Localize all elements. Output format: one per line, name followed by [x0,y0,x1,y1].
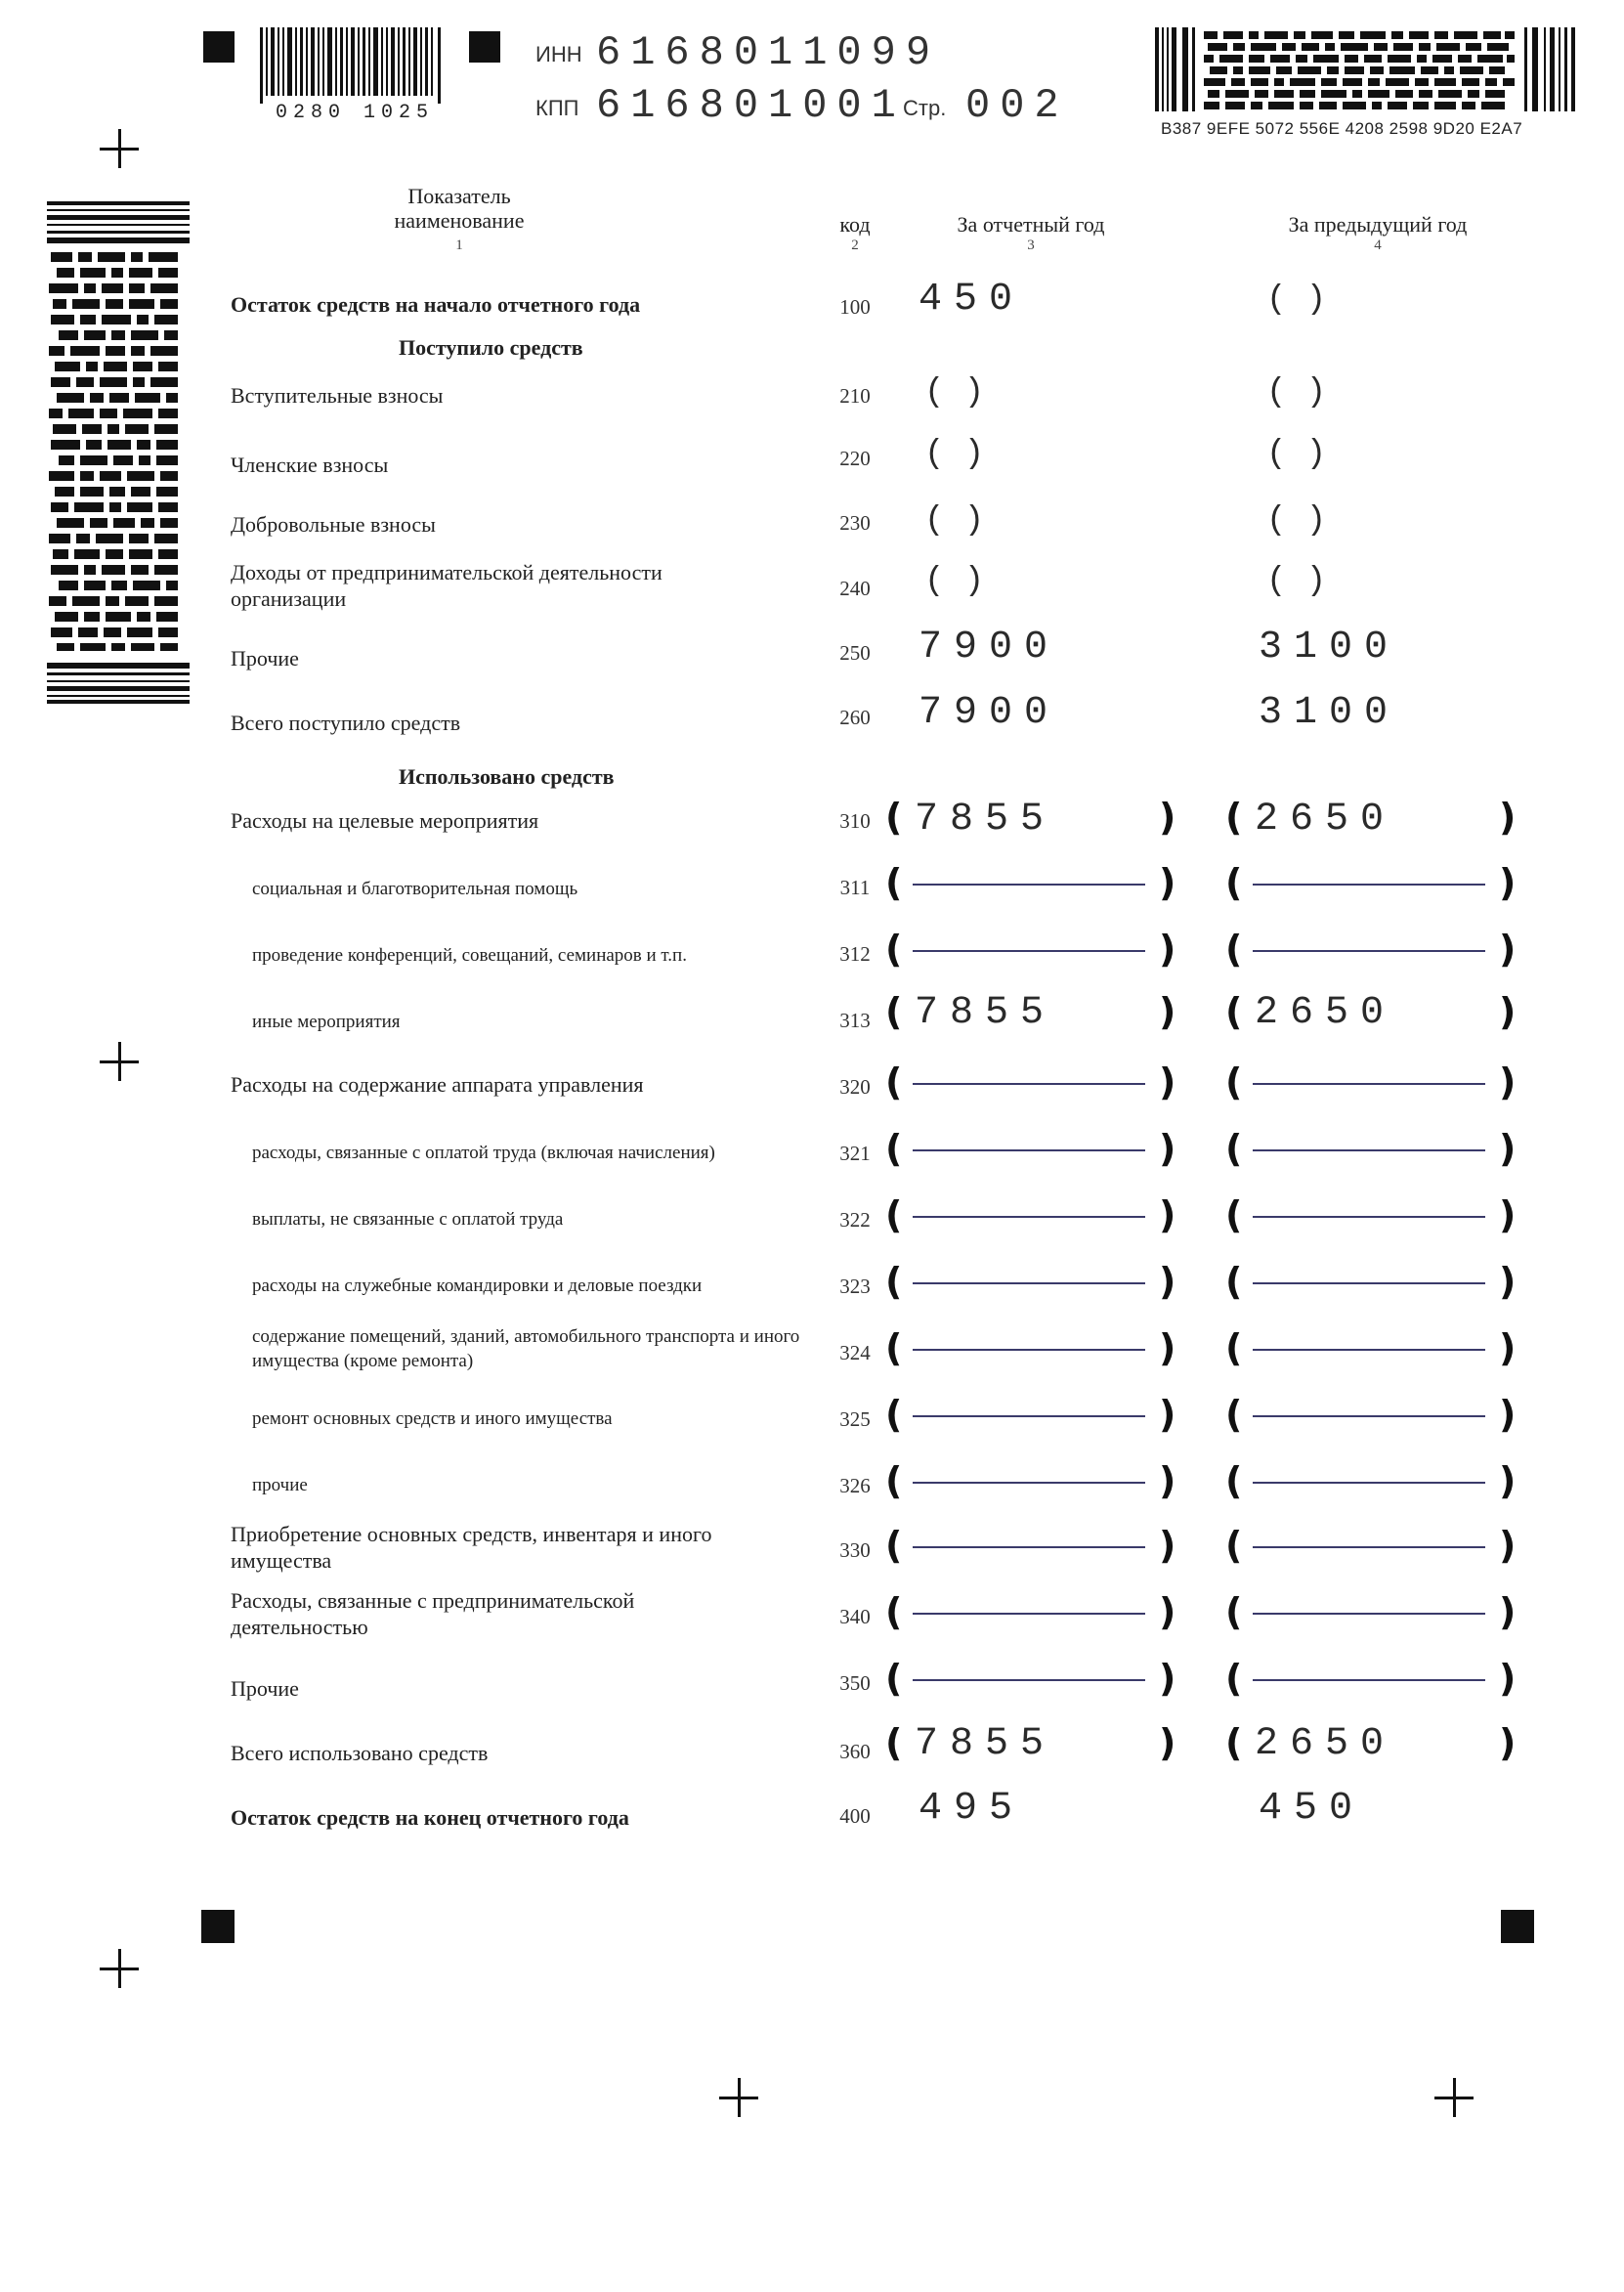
row-code-322: 322 [839,1208,871,1232]
row-value-current-220: ( ) [924,436,985,473]
row-value-previous-321 [1253,1149,1485,1151]
row-code-310: 310 [839,809,871,833]
registration-cross-icon [100,1042,139,1081]
barcode-number: 0280 1025 [276,102,435,124]
row-label-220: Членские взносы [231,453,389,477]
row-label-320: Расходы на содержание аппарата управления [231,1072,644,1097]
open-paren-current-320: ( [885,1060,903,1103]
close-paren-previous-322: ) [1499,1193,1517,1236]
row-value-current-324 [913,1349,1145,1351]
row-value-previous-323 [1253,1282,1485,1284]
row-value-previous-326 [1253,1482,1485,1484]
row-label-340: Расходы, связанные с предпринимательской деятельностью [231,1588,635,1639]
row-code-210: 210 [839,384,871,408]
open-paren-current-324: ( [885,1326,903,1369]
row-value-previous-324 [1253,1349,1485,1351]
open-paren-previous-360: ( [1225,1721,1243,1764]
section-used: Использовано средств [399,764,615,789]
registration-cross-icon [100,129,139,168]
column-number-2: 2 [851,238,859,253]
row-label-325: ремонт основных средств и иного имущества [252,1408,613,1429]
row-label-330: Приобретение основных средств, инвентаря и иного имущества [231,1522,712,1573]
row-value-current-322 [913,1216,1145,1218]
row-code-313: 313 [839,1009,871,1032]
close-paren-previous-360: ) [1499,1721,1517,1764]
close-paren-current-320: ) [1159,1060,1176,1103]
row-value-previous-340 [1253,1613,1485,1615]
open-paren-previous-321: ( [1225,1127,1243,1170]
row-value-current-313: 7855 [915,991,1056,1035]
inn-label: ИНН [535,42,582,66]
row-value-current-310: 7855 [915,798,1056,842]
close-paren-current-323: ) [1159,1260,1176,1303]
row-code-324: 324 [839,1341,871,1364]
open-paren-current-313: ( [885,990,903,1033]
row-code-250: 250 [839,641,871,665]
row-code-350: 350 [839,1671,871,1695]
linear-barcode [260,27,444,104]
document-code-string: B387 9EFE 5072 556E 4208 2598 9D20 E2A7 [1161,119,1523,138]
row-value-current-321 [913,1149,1145,1151]
close-paren-previous-313: ) [1499,990,1517,1033]
row-code-340: 340 [839,1605,871,1628]
row-label-312: проведение конференций, совещаний, семинаров и т.п. [252,945,687,966]
open-paren-previous-310: ( [1225,796,1243,839]
row-value-current-250: 7900 [919,626,1060,670]
close-paren-previous-324: ) [1499,1326,1517,1369]
row-value-current-210: ( ) [924,374,985,411]
row-label-350: Прочие [231,1676,299,1701]
row-value-current-100: 450 [919,278,1025,322]
close-paren-current-325: ) [1159,1393,1176,1436]
column-header-current-year: За отчетный год [957,212,1105,237]
close-paren-current-330: ) [1159,1524,1176,1567]
inn-value: 6168011099 [596,29,941,76]
row-value-previous-240: ( ) [1266,563,1327,600]
close-paren-current-350: ) [1159,1657,1176,1700]
row-value-current-325 [913,1415,1145,1417]
open-paren-current-323: ( [885,1260,903,1303]
row-label-313: иные мероприятия [252,1012,401,1032]
column-number-4: 4 [1374,238,1382,253]
row-code-240: 240 [839,577,871,600]
row-value-current-326 [913,1482,1145,1484]
column-header-previous-year: За предыдущий год [1288,212,1468,237]
open-paren-current-310: ( [885,796,903,839]
open-paren-previous-322: ( [1225,1193,1243,1236]
close-paren-previous-340: ) [1499,1590,1517,1633]
open-paren-previous-320: ( [1225,1060,1243,1103]
row-label-310: Расходы на целевые мероприятия [231,808,539,833]
row-code-360: 360 [839,1740,871,1763]
row-value-previous-360: 2650 [1255,1722,1396,1766]
row-label-100: Остаток средств на начало отчетного года [231,292,641,317]
close-paren-previous-330: ) [1499,1524,1517,1567]
row-code-311: 311 [839,876,871,899]
row-value-previous-320 [1253,1083,1485,1085]
row-value-previous-350 [1253,1679,1485,1681]
close-paren-current-340: ) [1159,1590,1176,1633]
close-paren-previous-321: ) [1499,1127,1517,1170]
row-value-previous-210: ( ) [1266,374,1327,411]
open-paren-previous-330: ( [1225,1524,1243,1567]
row-value-current-320 [913,1083,1145,1085]
row-value-previous-260: 3100 [1259,691,1400,735]
row-value-previous-313: 2650 [1255,991,1396,1035]
row-code-326: 326 [839,1474,871,1497]
row-value-current-340 [913,1613,1145,1615]
vertical-2d-barcode [47,201,190,704]
open-paren-current-330: ( [885,1524,903,1567]
row-code-220: 220 [839,447,871,470]
close-paren-previous-325: ) [1499,1393,1517,1436]
open-paren-previous-323: ( [1225,1260,1243,1303]
row-label-260: Всего поступило средств [231,711,461,735]
row-label-324: содержание помещений, зданий, автомобильного транспорта и иного имущества (кроме ремонта) [252,1326,800,1371]
close-paren-previous-326: ) [1499,1459,1517,1502]
column-header-name: Показатель наименование [394,184,525,233]
row-value-current-323 [913,1282,1145,1284]
close-paren-current-322: ) [1159,1193,1176,1236]
row-value-previous-322 [1253,1216,1485,1218]
row-value-current-230: ( ) [924,502,985,540]
open-paren-previous-312: ( [1225,928,1243,971]
open-paren-current-325: ( [885,1393,903,1436]
open-paren-current-326: ( [885,1459,903,1502]
registration-cross-icon [1434,2078,1474,2117]
close-paren-previous-350: ) [1499,1657,1517,1700]
row-value-current-312 [913,950,1145,952]
open-paren-current-322: ( [885,1193,903,1236]
open-paren-previous-325: ( [1225,1393,1243,1436]
row-code-400: 400 [839,1804,871,1828]
column-header-code: код [839,212,871,237]
row-value-previous-250: 3100 [1259,626,1400,670]
registration-square [201,1910,235,1943]
kpp-label: КПП [535,96,579,120]
close-paren-previous-310: ) [1499,796,1517,839]
open-paren-current-350: ( [885,1657,903,1700]
row-value-current-330 [913,1546,1145,1548]
row-value-previous-100: ( ) [1266,281,1327,319]
close-paren-current-360: ) [1159,1721,1176,1764]
row-code-323: 323 [839,1275,871,1298]
row-value-previous-330 [1253,1546,1485,1548]
pdf417-barcode [1155,27,1575,111]
row-value-previous-220: ( ) [1266,436,1327,473]
row-label-400: Остаток средств на конец отчетного года [231,1805,629,1830]
row-label-250: Прочие [231,646,299,670]
kpp-value: 616801001 [596,82,906,129]
row-value-current-400: 495 [919,1787,1025,1831]
row-label-323: расходы на служебные командировки и деловые поездки [252,1276,703,1296]
page-label: Стр. [903,96,947,120]
open-paren-current-311: ( [885,861,903,904]
open-paren-previous-326: ( [1225,1459,1243,1502]
close-paren-current-311: ) [1159,861,1176,904]
open-paren-current-360: ( [885,1721,903,1764]
row-label-240: Доходы от предпринимательской деятельности организации [231,560,662,611]
column-number-1: 1 [455,238,463,253]
row-value-previous-230: ( ) [1266,502,1327,540]
row-label-360: Всего использовано средств [231,1741,489,1765]
row-code-260: 260 [839,706,871,729]
row-code-320: 320 [839,1075,871,1099]
registration-square [203,31,235,63]
row-label-230: Добровольные взносы [231,512,436,537]
open-paren-current-340: ( [885,1590,903,1633]
close-paren-current-312: ) [1159,928,1176,971]
row-code-230: 230 [839,511,871,535]
open-paren-previous-340: ( [1225,1590,1243,1633]
row-code-312: 312 [839,942,871,966]
open-paren-previous-313: ( [1225,990,1243,1033]
row-value-previous-400: 450 [1259,1787,1365,1831]
close-paren-current-326: ) [1159,1459,1176,1502]
close-paren-previous-320: ) [1499,1060,1517,1103]
row-value-previous-311 [1253,884,1485,886]
row-label-321: расходы, связанные с оплатой труда (включая начисления) [252,1143,715,1163]
open-paren-current-312: ( [885,928,903,971]
section-received: Поступило средств [399,335,583,360]
row-label-326: прочие [252,1475,308,1495]
row-value-current-360: 7855 [915,1722,1056,1766]
row-value-previous-312 [1253,950,1485,952]
row-code-325: 325 [839,1407,871,1431]
row-label-322: выплаты, не связанные с оплатой труда [252,1209,564,1230]
registration-square [1501,1910,1534,1943]
registration-cross-icon [100,1949,139,1988]
registration-cross-icon [719,2078,758,2117]
close-paren-previous-311: ) [1499,861,1517,904]
registration-square [469,31,500,63]
row-value-current-260: 7900 [919,691,1060,735]
open-paren-previous-324: ( [1225,1326,1243,1369]
close-paren-previous-312: ) [1499,928,1517,971]
row-value-current-311 [913,884,1145,886]
row-code-330: 330 [839,1538,871,1562]
row-value-previous-310: 2650 [1255,798,1396,842]
open-paren-current-321: ( [885,1127,903,1170]
close-paren-current-321: ) [1159,1127,1176,1170]
row-value-previous-325 [1253,1415,1485,1417]
open-paren-previous-350: ( [1225,1657,1243,1700]
close-paren-current-324: ) [1159,1326,1176,1369]
column-number-3: 3 [1027,238,1035,253]
page-value: 002 [965,82,1069,129]
row-label-210: Вступительные взносы [231,383,444,408]
close-paren-current-313: ) [1159,990,1176,1033]
close-paren-current-310: ) [1159,796,1176,839]
row-code-100: 100 [839,295,871,319]
row-value-current-240: ( ) [924,563,985,600]
open-paren-previous-311: ( [1225,861,1243,904]
close-paren-previous-323: ) [1499,1260,1517,1303]
row-label-311: социальная и благотворительная помощь [252,879,578,899]
row-code-321: 321 [839,1142,871,1165]
row-value-current-350 [913,1679,1145,1681]
